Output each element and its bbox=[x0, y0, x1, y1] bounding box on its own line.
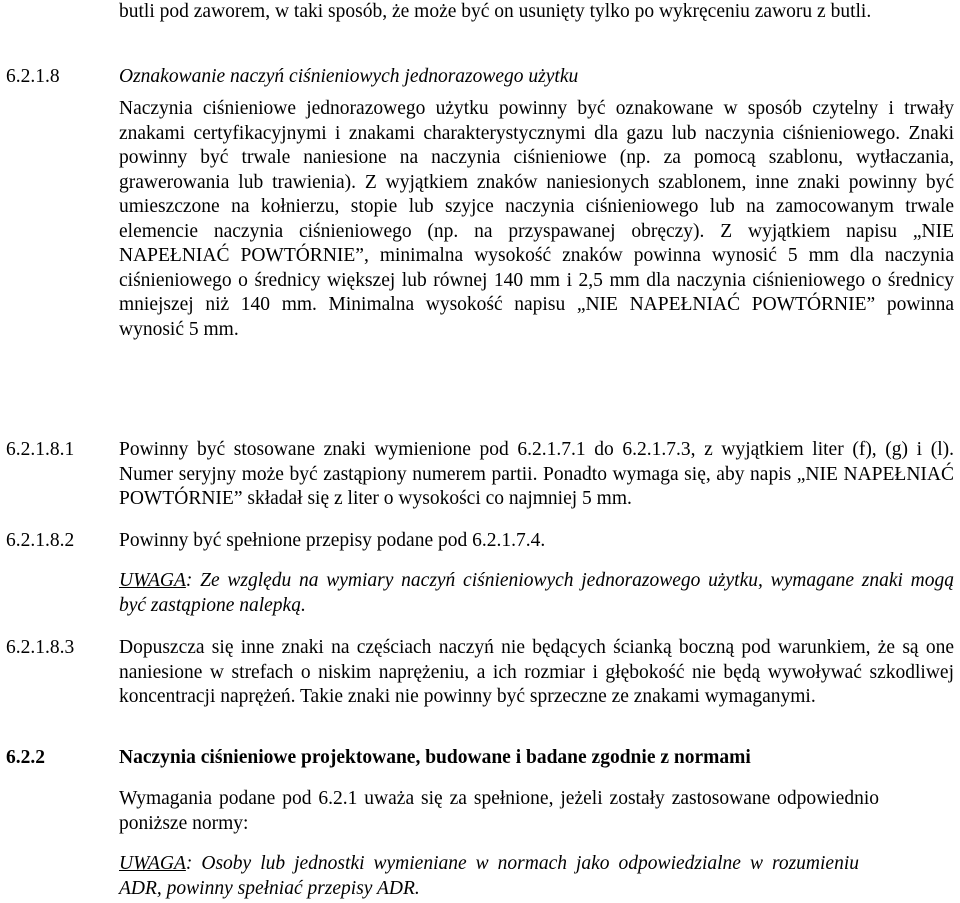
note-paragraph bbox=[119, 852, 859, 901]
section-number: 6.2.2 bbox=[6, 747, 45, 768]
section-body: Dopuszcza się inne znaki na częściach naczyń nie będących ścianką boczną pod warunkiem, że są one naniesione w strefach o niskim naprężeniu, a ich rozmiar i głębokość nie będą wywoływać szkodliwej koncentracji naprężeń. Takie znaki nie powinny być sprzeczne ze znakami wymaganymi. bbox=[119, 637, 954, 707]
note-paragraph bbox=[119, 569, 954, 618]
section-number: 6.2.1.8.1 bbox=[6, 439, 75, 460]
section-number: 6.2.1.8.2 bbox=[6, 530, 75, 551]
section-body: Wymagania podane pod 6.2.1 uważa się za spełnione, jeżeli zostały zastosowane odpowiednio poniższe normy: bbox=[119, 788, 879, 834]
continuation-paragraph bbox=[119, 0, 954, 25]
continuation-text: butli pod zaworem, w taki sposób, że może być on usunięty tylko po wykręceniu zaworu z butli. bbox=[119, 1, 872, 22]
note-text: : Osoby lub jednostki wymieniane w normach jako odpowiedzialne w rozumieniu ADR, powinny spełniać przepisy ADR. bbox=[119, 853, 859, 899]
section-body: Powinny być stosowane znaki wymienione pod 6.2.1.7.1 do 6.2.1.7.3, z wyjątkiem liter (f), (g) i (l). Numer seryjny może być zastąpiony numerem partii. Ponadto wymaga się, aby napis „NIE NAPEŁNIAĆ POWTÓRNIE” składał się z liter o wysokości co najmniej 5 mm. bbox=[119, 439, 954, 509]
note-label: UWAGA bbox=[119, 853, 186, 874]
section-body: Powinny być spełnione przepisy podane pod 6.2.1.7.4. bbox=[119, 530, 546, 551]
section-body: Naczynia ciśnieniowe jednorazowego użytku powinny być oznakowane w sposób czytelny i trwały znakami certyfikacyjnymi i znakami charakterystycznymi dla gazu lub naczynia ciśnieniowego. Znaki powinny być trwale naniesione na naczynia ciśnieniowe (np. za pomocą szablonu, wytłaczania, grawerowania lub trawienia). Z wyjątkiem znaków naniesionych szablonem, inne znaki powinny być umieszczone na kołnierzu, stopie lub szyjce naczynia ciśnieniowego lub na zamocowanym trwale elemencie naczynia ciśnieniowego (np. na przyspawanej obręczy). Z wyjątkiem napisu „NIE NAPEŁNIAĆ POWTÓRNIE”, minimalna wysokość znaków powinna wynosić 5 mm dla naczynia ciśnieniowego o średnicy większej lub równej 140 mm i 2,5 mm dla naczynia ciśnieniowego o średnicy mniejszej niż 140 mm. Minimalna wysokość napisu „NIE NAPEŁNIAĆ POWTÓRNIE” powinna wynosić 5 mm. bbox=[119, 98, 954, 340]
section-number: 6.2.1.8 bbox=[6, 66, 60, 87]
section-number: 6.2.1.8.3 bbox=[6, 637, 75, 658]
note-text: : Ze względu na wymiary naczyń ciśnieniowych jednorazowego użytku, wymagane znaki mogą być zastąpione nalepką. bbox=[119, 570, 954, 616]
note-label: UWAGA bbox=[119, 570, 186, 591]
section-title: Oznakowanie naczyń ciśnieniowych jednorazowego użytku bbox=[119, 66, 579, 87]
section-title: Naczynia ciśnieniowe projektowane, budowane i badane zgodnie z normami bbox=[119, 747, 751, 768]
